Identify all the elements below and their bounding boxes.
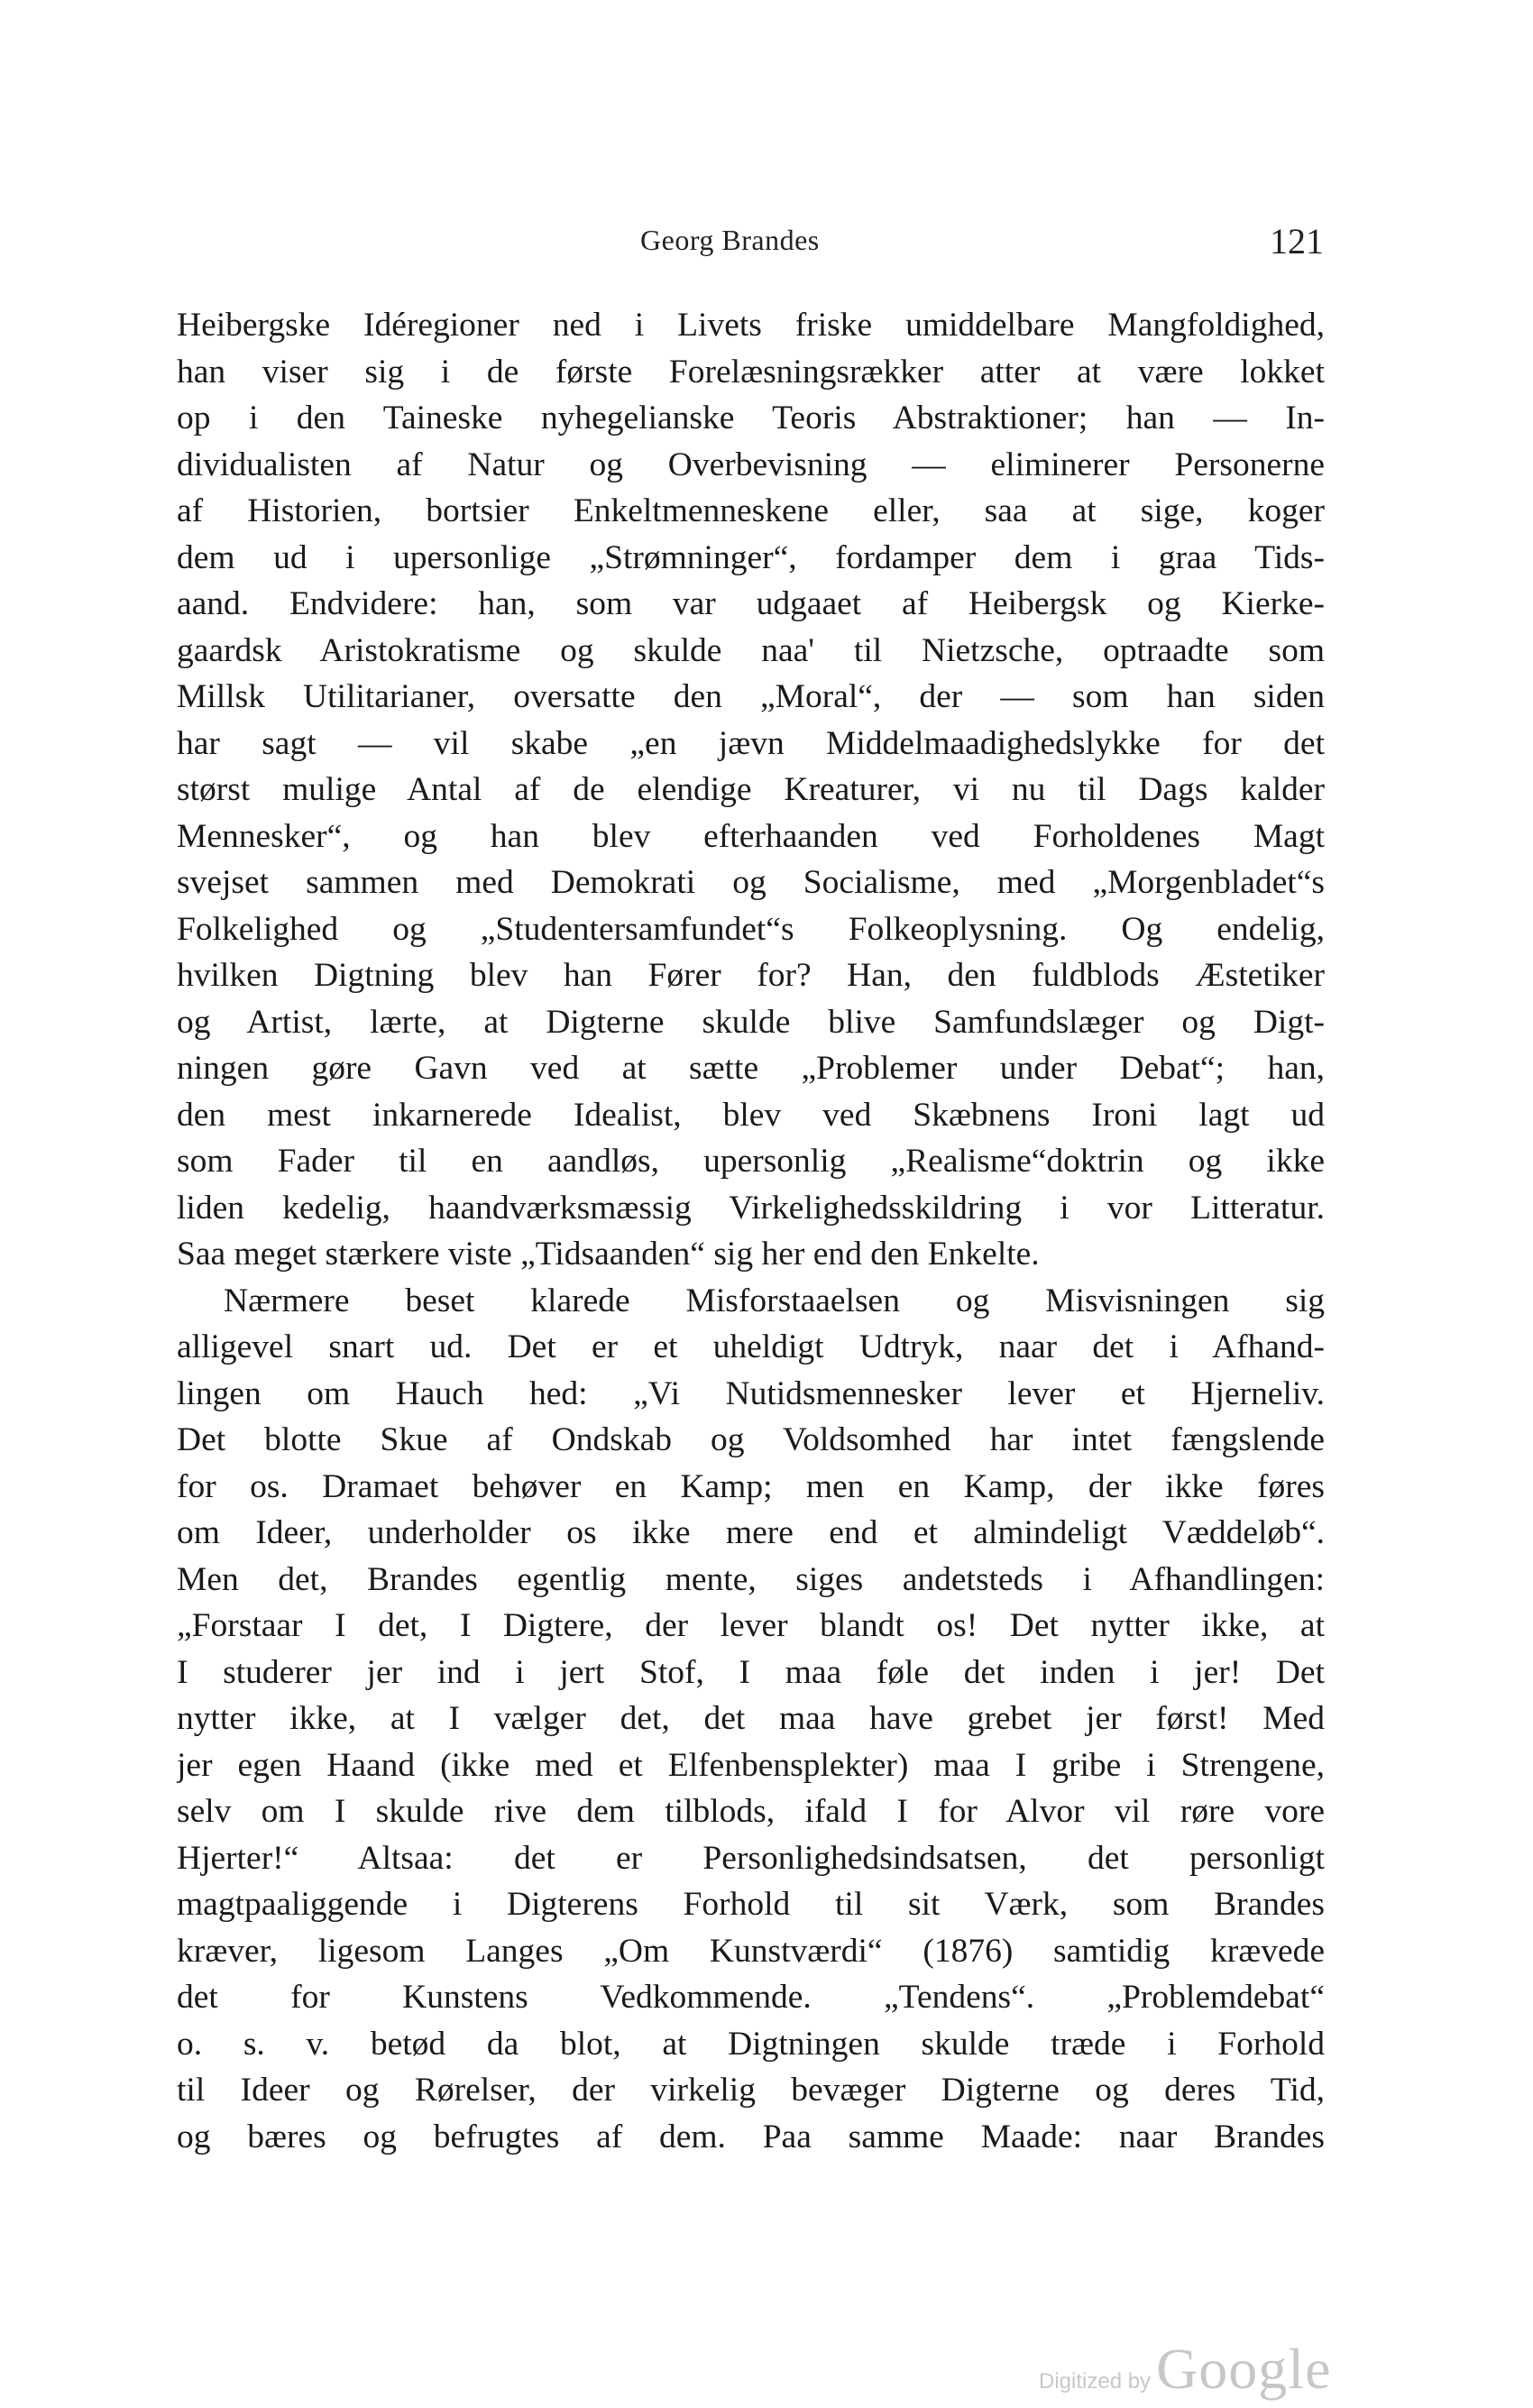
text-line: dividualisten af Natur og Overbevisning — eliminerer Personerne: [177, 446, 1325, 483]
running-head: [0, 221, 1533, 269]
text-line: Det blotte Skue af Ondskab og Voldsomhed har intet fængslende: [177, 1421, 1325, 1458]
text-line: nytter ikke, at I vælger det, det maa have grebet jer først! Med: [177, 1700, 1325, 1737]
text-line: den mest inkarnerede Idealist, blev ved Skæbnens Ironi lagt ud: [177, 1096, 1325, 1134]
text-line: som Fader til en aandløs, upersonlig „Realisme“doktrin og ikke: [177, 1143, 1325, 1180]
text-line: dem ud i upersonlige „Strømninger“, fordamper dem i graa Tids-: [177, 538, 1325, 576]
text-line: Men det, Brandes egentlig mente, siges andetsteds i Afhandlingen:: [177, 1560, 1325, 1598]
text-line: jer egen Haand (ikke med et Elfenbensplekter) maa I gribe i Strengene,: [177, 1746, 1325, 1784]
text-line: Heibergske Idéregioner ned i Livets friske umiddelbare Mangfoldighed,: [177, 307, 1325, 344]
text-line: lingen om Hauch hed: „Vi Nutidsmennesker lever et Hjerneliv.: [177, 1374, 1325, 1412]
text-line: I studerer jer ind i jert Stof, I maa føle det inden i jer! Det: [177, 1653, 1325, 1691]
text-line: gaardsk Aristokratisme og skulde naa' til Nietzsche, optraadte som: [177, 631, 1325, 669]
page-number: 121: [1270, 221, 1324, 262]
text-line: svejset sammen med Demokrati og Socialisme, med „Morgenbladet“s: [177, 864, 1325, 901]
text-line: alligevel snart ud. Det er et uheldigt Udtryk, naar det i Afhand-: [177, 1328, 1325, 1365]
running-head-title: Georg Brandes: [640, 224, 820, 256]
digitized-by-google-watermark: [1039, 2336, 1331, 2408]
text-line: til Ideer og Rørelser, der virkelig bevæger Digterne og deres Tid,: [177, 2072, 1325, 2109]
text-line: op i den Taineske nyhegelianske Teoris Abstraktioner; han — In-: [177, 400, 1325, 437]
text-line: kræver, ligesom Langes „Om Kunstværdi“ (1876) samtidig krævede: [177, 1932, 1325, 1970]
text-line: Saa meget stærkere viste „Tidsaanden“ sig her end den Enkelte.: [177, 1236, 1040, 1273]
body-text: [177, 302, 1325, 2160]
text-line: han viser sig i de første Forelæsningsrækker atter at være lokket: [177, 353, 1325, 391]
text-line: har sagt — vil skabe „en jævn Middelmaadighedslykke for det: [177, 724, 1325, 762]
watermark-prefix: Digitized by: [1039, 2369, 1152, 2394]
text-line: om Ideer, underholder os ikke mere end et almindeligt Væddeløb“.: [177, 1514, 1325, 1551]
text-line: o. s. v. betød da blot, at Digtningen skulde træde i Forhold: [177, 2025, 1325, 2063]
text-line: Folkelighed og „Studentersamfundet“s Folkeoplysning. Og endelig,: [177, 910, 1325, 948]
text-line: Mennesker“, og han blev efterhaanden ved Forholdenes Magt: [177, 817, 1325, 855]
text-line: ningen gøre Gavn ved at sætte „Problemer under Debat“; han,: [177, 1050, 1325, 1087]
text-line: Hjerter!“ Altsaa: det er Personlighedsindsatsen, det personligt: [177, 1839, 1325, 1877]
text-line: hvilken Digtning blev han Fører for? Han, den fuldblods Æstetiker: [177, 957, 1325, 994]
text-line: „Forstaar I det, I Digtere, der lever blandt os! Det nytter ikke, at: [177, 1607, 1325, 1644]
text-line: størst mulige Antal af de elendige Kreaturer, vi nu til Dags kalder: [177, 771, 1325, 808]
text-line: af Historien, bortsier Enkeltmenneskene eller, saa at sige, koger: [177, 492, 1325, 529]
text-line: det for Kunstens Vedkommende. „Tendens“. „Problemdebat“: [177, 1979, 1325, 2016]
google-logo: Google: [1156, 2337, 1332, 2401]
text-line: og bæres og befrugtes af dem. Paa samme Maade: naar Brandes: [177, 2118, 1325, 2155]
text-line: selv om I skulde rive dem tilblods, ifald I for Alvor vil røre vore: [177, 1793, 1325, 1830]
text-line: Millsk Utilitarianer, oversatte den „Moral“, der — som han siden: [177, 678, 1325, 715]
text-line: og Artist, lærte, at Digterne skulde blive Samfundslæger og Digt-: [177, 1003, 1325, 1041]
text-line: liden kedelig, haandværksmæssig Virkelighedsskildring i vor Litteratur.: [177, 1189, 1325, 1227]
text-line: Nærmere beset klarede Misforstaaelsen og Misvisningen sig: [224, 1282, 1325, 1319]
text-line: for os. Dramaet behøver en Kamp; men en Kamp, der ikke føres: [177, 1467, 1325, 1505]
text-line: aand. Endvidere: han, som var udgaaet af Heibergsk og Kierke-: [177, 585, 1325, 622]
text-line: magtpaaliggende i Digterens Forhold til sit Værk, som Brandes: [177, 1886, 1325, 1923]
